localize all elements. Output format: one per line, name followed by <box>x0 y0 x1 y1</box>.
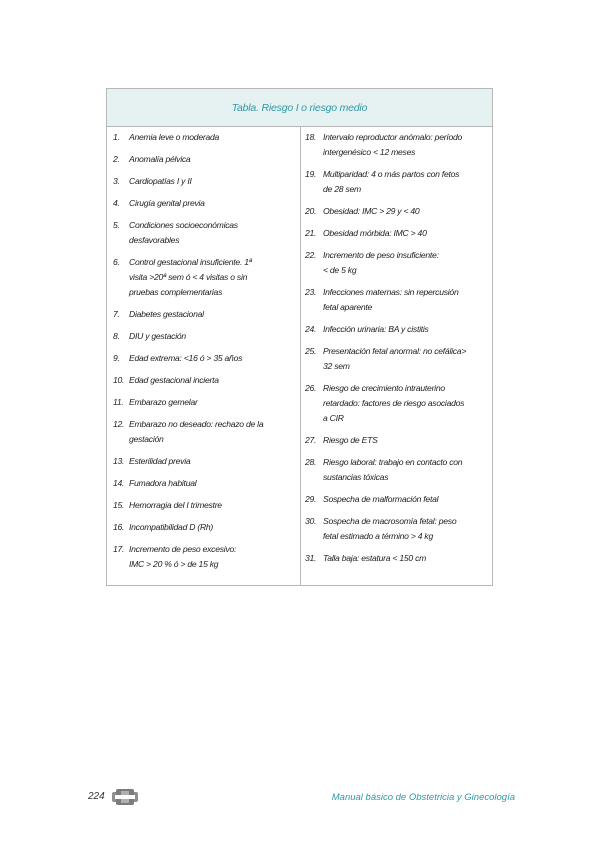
item-number: 12. <box>113 419 125 429</box>
item-number: 6. <box>113 257 120 267</box>
list-item <box>113 395 294 410</box>
item-text: Riesgo laboral: trabajo en contacto con sustancias tóxicas <box>323 457 463 482</box>
item-number: 2. <box>113 154 120 164</box>
item-number: 28. <box>305 457 317 467</box>
item-text: Incompatibilidad D (Rh) <box>129 522 214 532</box>
publisher-logo-icon <box>112 789 138 805</box>
item-text: DIU y gestación <box>129 331 186 341</box>
item-text: Obesidad mórbida: IMC > 40 <box>323 228 427 238</box>
list-item <box>305 344 486 374</box>
item-text: Esterilidad previa <box>129 456 191 466</box>
list-item <box>113 520 294 535</box>
list-item <box>305 204 486 219</box>
list-item <box>113 373 294 388</box>
item-number: 24. <box>305 324 317 334</box>
list-item <box>113 329 294 344</box>
item-text: Obesidad: IMC > 29 y < 40 <box>323 206 420 216</box>
item-text: Cirugía genital previa <box>129 198 205 208</box>
item-number: 4. <box>113 198 120 208</box>
item-text: Riesgo de crecimiento intrauterino retardado: factores de riesgo asociados a CIR <box>323 383 465 423</box>
list-item <box>113 498 294 513</box>
list-item <box>113 417 294 447</box>
item-number: 29. <box>305 494 317 504</box>
item-number: 7. <box>113 309 120 319</box>
list-item <box>113 476 294 491</box>
item-number: 15. <box>113 500 125 510</box>
list-item <box>113 152 294 167</box>
item-number: 18. <box>305 132 317 142</box>
table-title: Tabla. Riesgo I o riesgo medio <box>107 89 492 127</box>
risk-table <box>106 88 493 586</box>
item-text: Infección urinaria: BA y cistitis <box>323 324 429 334</box>
list-item <box>113 307 294 322</box>
item-text: Fumadora habitual <box>129 478 197 488</box>
item-number: 25. <box>305 346 317 356</box>
item-number: 5. <box>113 220 120 230</box>
item-number: 3. <box>113 176 120 186</box>
item-text: Control gestacional insuficiente. 1ª visita >20ª sem ó < 4 visitas o sin pruebas complementarias <box>129 257 252 297</box>
item-text: Cardiopatías I y II <box>129 176 192 186</box>
book-title: Manual básico de Obstetricia y Ginecología <box>331 792 515 803</box>
item-text: Intervalo reproductor anómalo: período intergenésico < 12 meses <box>323 132 463 157</box>
list-item <box>305 492 486 507</box>
item-text: Sospecha de macrosomía fetal: peso fetal estimado a término > 4 kg <box>323 516 457 541</box>
list-item <box>305 455 486 485</box>
item-number: 9. <box>113 353 120 363</box>
list-item <box>113 218 294 248</box>
item-text: Talla baja: estatura < 150 cm <box>323 553 427 563</box>
item-text: Diabetes gestacional <box>129 309 204 319</box>
list-item <box>113 542 294 572</box>
item-number: 22. <box>305 250 317 260</box>
item-number: 19. <box>305 169 317 179</box>
list-item <box>305 130 486 160</box>
item-text: Presentación fetal anormal: no cefálica> 32 sem <box>323 346 467 371</box>
list-item <box>305 514 486 544</box>
item-number: 31. <box>305 553 317 563</box>
list-item <box>113 454 294 469</box>
list-item <box>113 351 294 366</box>
list-item <box>113 255 294 300</box>
item-number: 21. <box>305 228 317 238</box>
item-number: 26. <box>305 383 317 393</box>
left-column <box>107 126 301 585</box>
item-text: Sospecha de malformación fetal <box>323 494 439 504</box>
list-item <box>305 433 486 448</box>
item-text: Riesgo de ETS <box>323 435 378 445</box>
item-text: Incremento de peso insuficiente: < de 5 kg <box>323 250 439 275</box>
item-number: 23. <box>305 287 317 297</box>
item-text: Infecciones maternas: sin repercusión fetal aparente <box>323 287 459 312</box>
list-item <box>305 248 486 278</box>
item-number: 10. <box>113 375 125 385</box>
list-item <box>305 285 486 315</box>
right-column <box>301 126 492 585</box>
item-number: 8. <box>113 331 120 341</box>
item-text: Edad gestacional incierta <box>129 375 219 385</box>
item-text: Hemorragia del I trimestre <box>129 500 222 510</box>
page-number: 224 <box>88 791 105 802</box>
item-number: 27. <box>305 435 317 445</box>
list-item <box>113 130 294 145</box>
list-item <box>305 322 486 337</box>
item-number: 17. <box>113 544 125 554</box>
list-item <box>305 226 486 241</box>
item-text: Incremento de peso excesivo: IMC > 20 % ó > de 15 kg <box>129 544 237 569</box>
item-text: Embarazo gemelar <box>129 397 198 407</box>
list-item <box>305 381 486 426</box>
list-item <box>113 174 294 189</box>
list-item <box>305 551 486 566</box>
item-text: Multiparidad: 4 o más partos con fetos de 28 sem <box>323 169 460 194</box>
item-number: 16. <box>113 522 125 532</box>
item-number: 14. <box>113 478 125 488</box>
item-number: 30. <box>305 516 317 526</box>
item-text: Anemia leve o moderada <box>129 132 220 142</box>
item-number: 11. <box>113 397 124 407</box>
list-item <box>305 167 486 197</box>
item-number: 1. <box>113 132 120 142</box>
item-text: Embarazo no deseado: rechazo de la gestación <box>129 419 264 444</box>
item-text: Edad extrema: <16 ó > 35 años <box>129 353 243 363</box>
list-item <box>113 196 294 211</box>
item-number: 13. <box>113 456 125 466</box>
item-text: Condiciones socioeconómicas desfavorables <box>129 220 238 245</box>
item-number: 20. <box>305 206 317 216</box>
item-text: Anomalía pélvica <box>129 154 191 164</box>
